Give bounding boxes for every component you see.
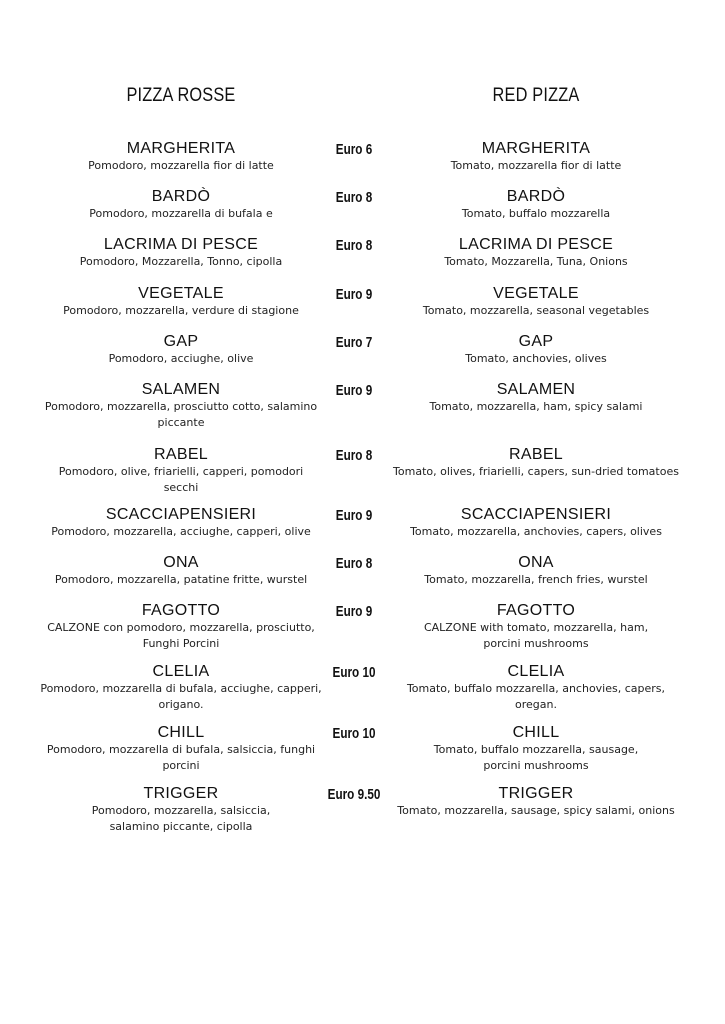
pizza-description-en: Tomato, buffalo mozzarella, anchovies, capers, oregan.	[406, 682, 666, 711]
pizza-description-en: Tomato, Mozzarella, Tuna, Onions	[444, 255, 628, 268]
pizza-name-it: CHILL	[157, 724, 205, 741]
price-label: Euro 8	[335, 447, 373, 464]
pizza-description-it: Pomodoro, mozzarella, salsiccia, salamino piccante, cipolla	[91, 804, 271, 833]
italian-entry	[40, 235, 322, 270]
pizza-name-en: LACRIMA DI PESCE	[458, 236, 614, 253]
price-label: Euro 7	[335, 334, 373, 351]
pizza-name-it: GAP	[163, 333, 199, 350]
italian-entry	[40, 284, 322, 319]
price-label: Euro 9	[335, 507, 373, 524]
pizza-name-en: TRIGGER	[498, 785, 574, 802]
price-label: Euro 8	[335, 555, 373, 572]
pizza-description-en: Tomato, mozzarella fior di latte	[450, 159, 622, 172]
pizza-description-it: Pomodoro, acciughe, olive	[108, 352, 254, 365]
italian-entry	[40, 332, 322, 367]
pizza-description-it: Pomodoro, Mozzarella, Tonno, cipolla	[79, 255, 283, 268]
pizza-description-en: Tomato, buffalo mozzarella, sausage, porcini mushrooms	[433, 743, 639, 772]
pizza-description-it: Pomodoro, mozzarella, verdure di stagione	[63, 304, 299, 317]
pizza-name-en: GAP	[518, 333, 554, 350]
pizza-name-it: CLELIA	[152, 663, 210, 680]
english-entry	[392, 662, 680, 713]
price-label: Euro 9.50	[327, 786, 381, 803]
italian-entry	[40, 723, 322, 774]
english-entry	[392, 284, 680, 319]
price-label: Euro 10	[332, 664, 376, 681]
english-entry	[392, 380, 680, 415]
price-label: Euro 9	[335, 286, 373, 303]
pizza-name-en: ONA	[518, 554, 554, 571]
italian-entry	[40, 553, 322, 588]
pizza-name-it: TRIGGER	[143, 785, 219, 802]
heading-pizza-rosse: PIZZA ROSSE	[126, 85, 236, 106]
pizza-description-it: Pomodoro, mozzarella fior di latte	[88, 159, 274, 172]
price-label: Euro 6	[335, 141, 373, 158]
pizza-name-it: SCACCIAPENSIERI	[105, 506, 257, 523]
pizza-name-it: MARGHERITA	[126, 140, 236, 157]
pizza-name-it: ONA	[163, 554, 199, 571]
italian-entry	[40, 662, 322, 713]
pizza-name-en: RABEL	[509, 446, 563, 463]
english-entry	[392, 187, 680, 222]
price-label: Euro 9	[335, 603, 373, 620]
price-label: Euro 8	[335, 237, 373, 254]
italian-entry	[40, 187, 322, 222]
price-label: Euro 10	[332, 725, 376, 742]
english-entry	[392, 601, 680, 652]
pizza-description-it: CALZONE con pomodoro, mozzarella, prosciutto, Funghi Porcini	[47, 621, 315, 650]
pizza-name-it: VEGETALE	[138, 285, 224, 302]
pizza-description-en: Tomato, buffalo mozzarella	[461, 207, 611, 220]
pizza-description-en: Tomato, olives, friarielli, capers, sun-dried tomatoes	[393, 465, 679, 478]
english-entry	[392, 235, 680, 270]
italian-entry	[40, 505, 322, 540]
english-entry	[392, 553, 680, 588]
italian-entry	[40, 380, 322, 431]
pizza-description-en: Tomato, mozzarella, ham, spicy salami	[429, 400, 643, 413]
heading-red-pizza: RED PIZZA	[492, 85, 580, 106]
pizza-name-en: BARDÒ	[506, 188, 566, 205]
italian-entry	[40, 784, 322, 835]
english-entry	[392, 505, 680, 540]
pizza-description-it: Pomodoro, olive, friarielli, capperi, pomodori secchi	[58, 465, 304, 494]
pizza-description-en: Tomato, mozzarella, anchovies, capers, olives	[410, 525, 662, 538]
italian-entry	[40, 601, 322, 652]
pizza-name-it: SALAMEN	[141, 381, 221, 398]
pizza-description-it: Pomodoro, mozzarella di bufala e	[89, 207, 273, 220]
pizza-name-it: FAGOTTO	[141, 602, 221, 619]
pizza-name-en: SCACCIAPENSIERI	[460, 506, 612, 523]
pizza-description-it: Pomodoro, mozzarella di bufala, acciughe, capperi, origano.	[40, 682, 322, 711]
pizza-name-it: RABEL	[154, 446, 208, 463]
price-label: Euro 8	[335, 189, 373, 206]
pizza-description-en: Tomato, anchovies, olives	[465, 352, 607, 365]
pizza-name-it: BARDÒ	[151, 188, 211, 205]
pizza-description-en: Tomato, mozzarella, french fries, wurstel	[424, 573, 648, 586]
pizza-name-en: VEGETALE	[493, 285, 579, 302]
pizza-name-it: LACRIMA DI PESCE	[103, 236, 259, 253]
pizza-description-it: Pomodoro, mozzarella di bufala, salsiccia, funghi porcini	[46, 743, 316, 772]
english-entry	[392, 332, 680, 367]
english-entry	[392, 784, 680, 819]
pizza-name-en: FAGOTTO	[496, 602, 576, 619]
pizza-description-en: CALZONE with tomato, mozzarella, ham, porcini mushrooms	[423, 621, 649, 650]
english-entry	[392, 445, 680, 480]
pizza-name-en: CLELIA	[507, 663, 565, 680]
price-label: Euro 9	[335, 382, 373, 399]
english-entry	[392, 139, 680, 174]
italian-entry	[40, 139, 322, 174]
pizza-description-en: Tomato, mozzarella, sausage, spicy salami, onions	[397, 804, 675, 817]
pizza-description-it: Pomodoro, mozzarella, acciughe, capperi, olive	[51, 525, 311, 538]
pizza-description-it: Pomodoro, mozzarella, patatine fritte, wurstel	[54, 573, 308, 586]
pizza-name-en: MARGHERITA	[481, 140, 591, 157]
pizza-description-en: Tomato, mozzarella, seasonal vegetables	[422, 304, 650, 317]
pizza-description-it: Pomodoro, mozzarella, prosciutto cotto, salamino piccante	[44, 400, 318, 429]
italian-entry	[40, 445, 322, 496]
pizza-name-en: CHILL	[512, 724, 560, 741]
english-entry	[392, 723, 680, 774]
pizza-name-en: SALAMEN	[496, 381, 576, 398]
